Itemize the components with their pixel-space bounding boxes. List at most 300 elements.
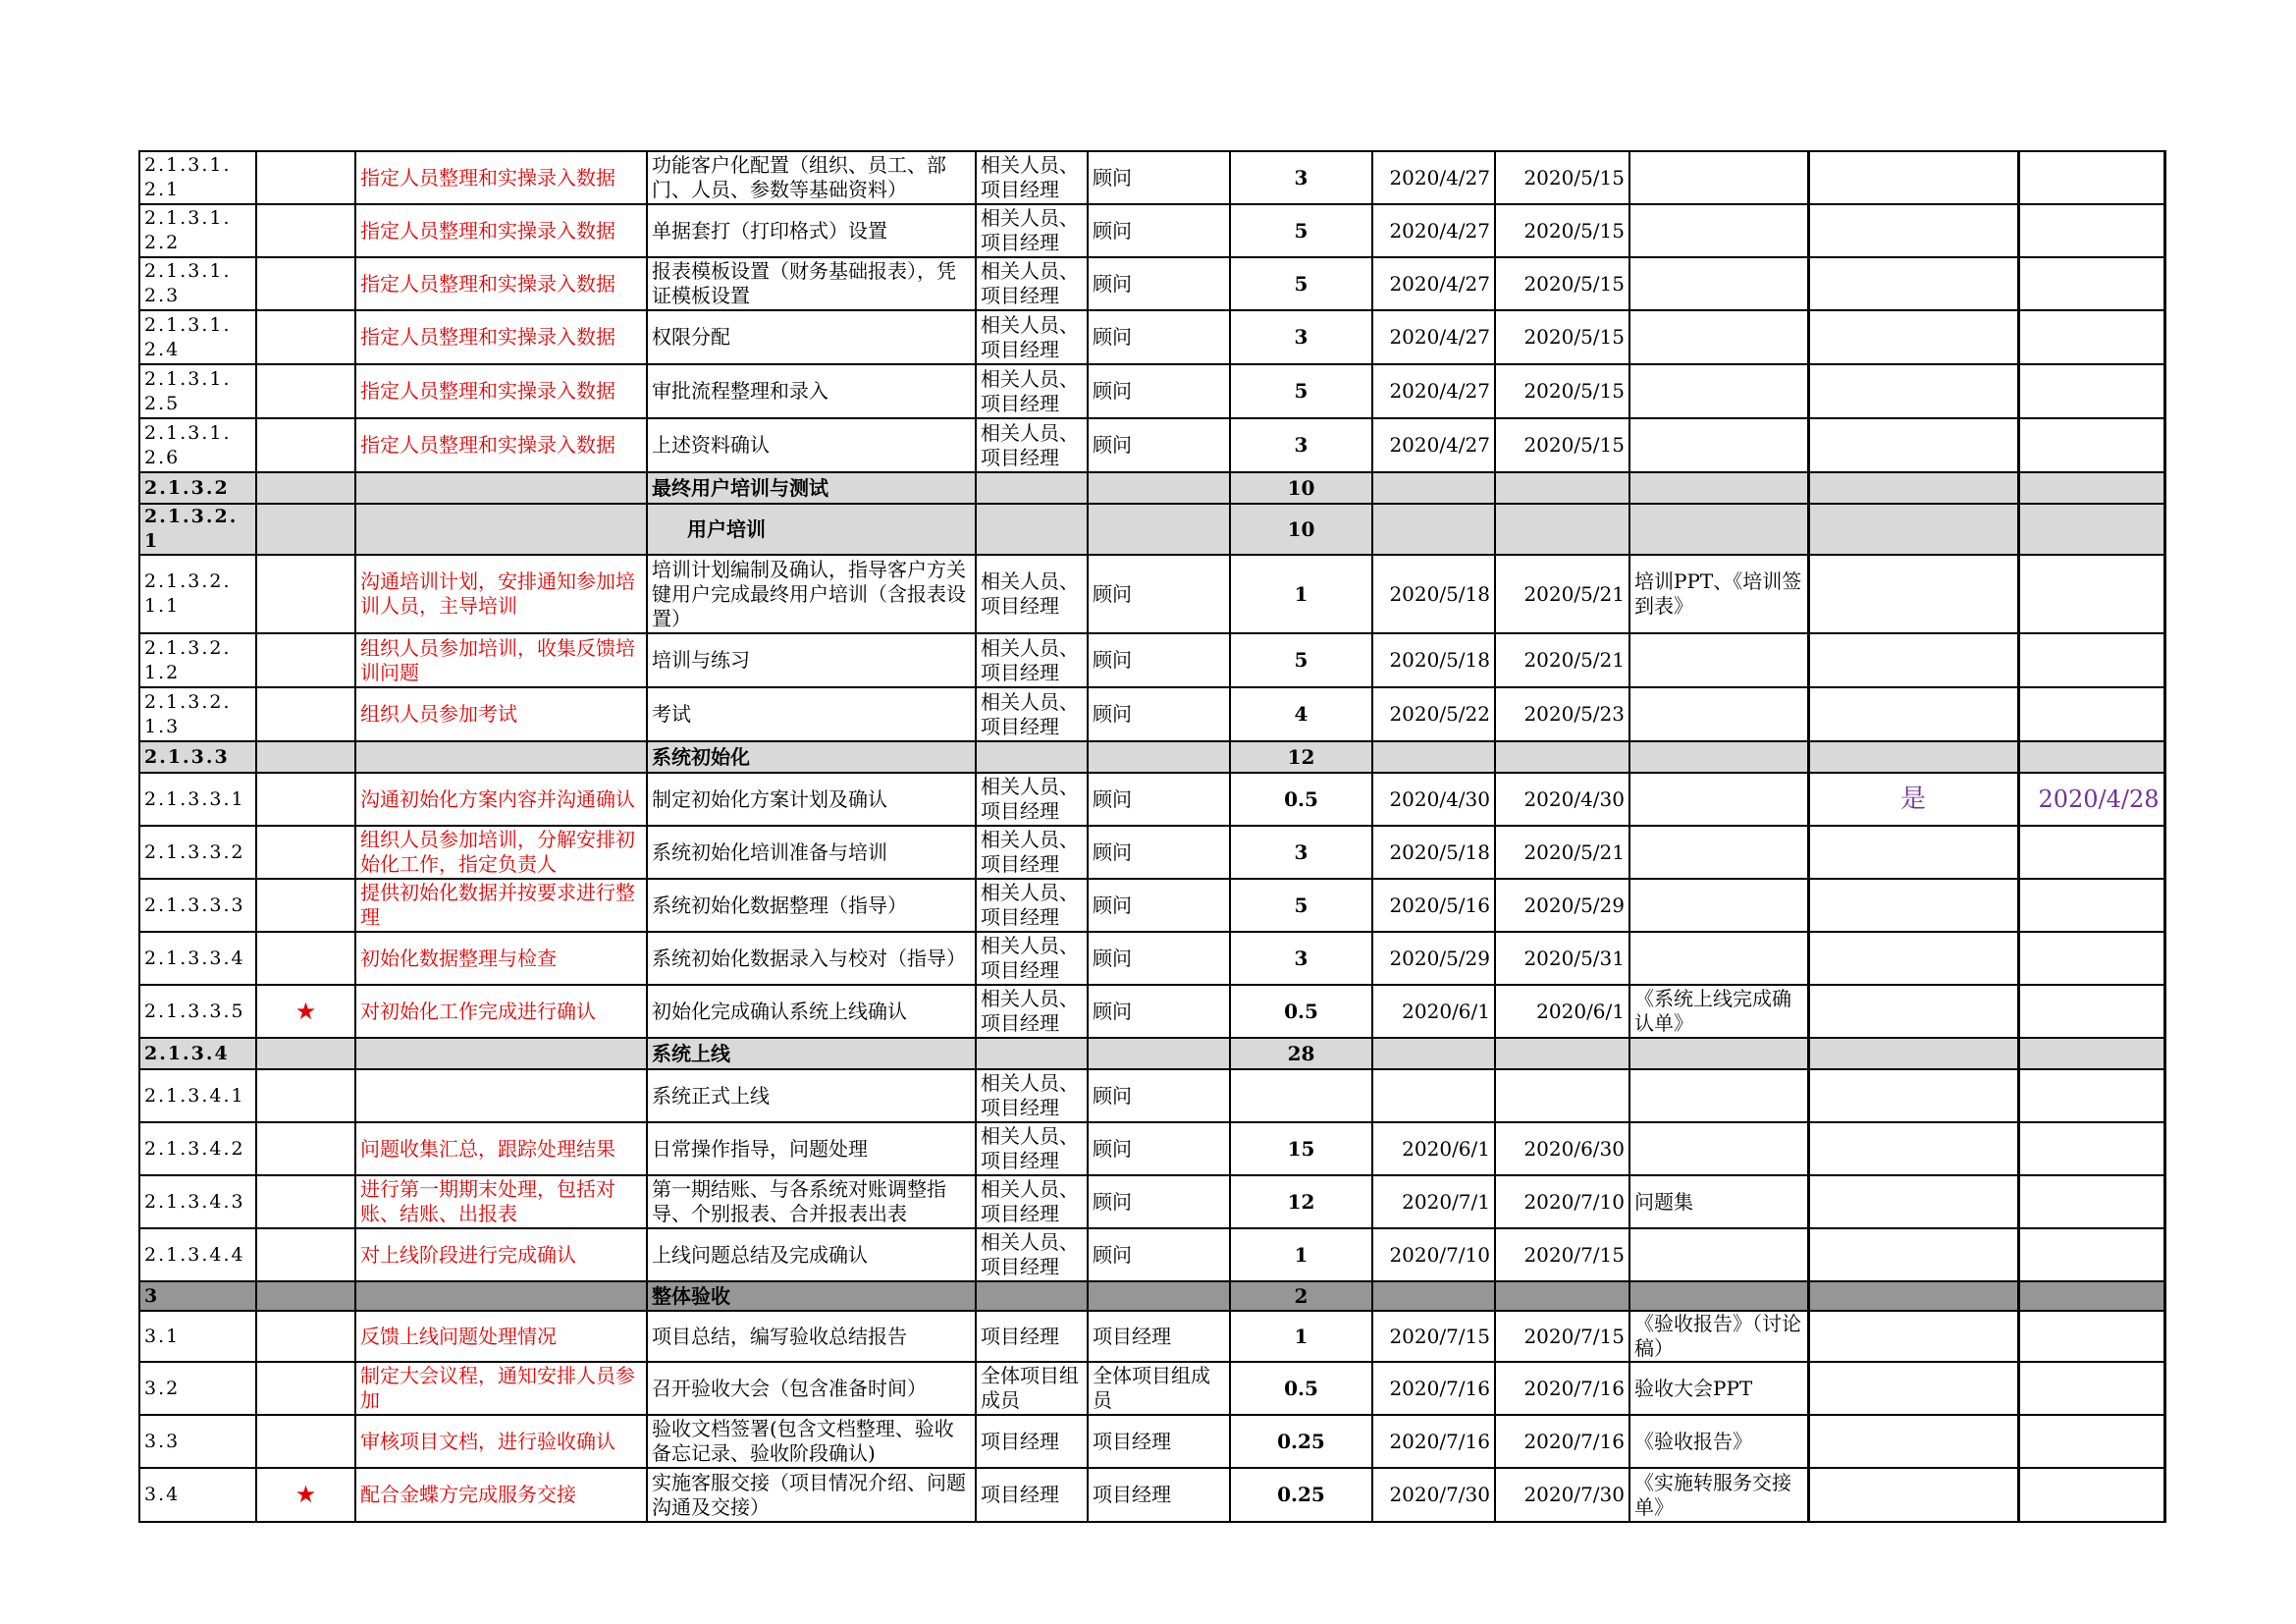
client-role-cell xyxy=(976,741,1088,773)
consultant-task-cell: 系统初始化 xyxy=(647,741,976,773)
end-date-cell: 2020/5/15 xyxy=(1495,204,1629,257)
end-date-cell: 2020/6/30 xyxy=(1495,1122,1629,1175)
deliverable-cell xyxy=(1629,151,1808,204)
client-task-cell: 指定人员整理和实操录入数据 xyxy=(355,257,647,310)
table-row xyxy=(139,633,2164,687)
end-date-cell: 2020/5/15 xyxy=(1495,151,1629,204)
client-role-cell: 相关人员、项目经理 xyxy=(976,418,1088,472)
client-task-cell xyxy=(355,1038,647,1069)
duration-cell: 0.5 xyxy=(1230,985,1372,1038)
consultant-role-cell: 项目经理 xyxy=(1088,1468,1230,1522)
done-flag-cell: 是 xyxy=(1808,773,2018,826)
duration-cell: 3 xyxy=(1230,418,1372,472)
consultant-role-cell xyxy=(1088,1038,1230,1069)
consultant-role-cell xyxy=(1088,1281,1230,1311)
start-date-cell: 2020/4/27 xyxy=(1372,257,1495,310)
client-role-cell: 相关人员、项目经理 xyxy=(976,151,1088,204)
consultant-task-cell: 制定初始化方案计划及确认 xyxy=(647,773,976,826)
client-role-cell: 相关人员、项目经理 xyxy=(976,1175,1088,1228)
actual-date-cell xyxy=(2018,555,2164,633)
end-date-cell: 2020/5/21 xyxy=(1495,633,1629,687)
actual-date-cell xyxy=(2018,1468,2164,1522)
client-task-cell xyxy=(355,504,647,555)
consultant-task-cell: 审批流程整理和录入 xyxy=(647,364,976,418)
deliverable-cell: 问题集 xyxy=(1629,1175,1808,1228)
deliverable-cell: 《验收报告》（讨论稿） xyxy=(1629,1311,1808,1362)
client-role-cell: 相关人员、项目经理 xyxy=(976,826,1088,879)
client-role-cell: 项目经理 xyxy=(976,1468,1088,1522)
start-date-cell: 2020/7/16 xyxy=(1372,1415,1495,1468)
consultant-task-cell: 日常操作指导，问题处理 xyxy=(647,1122,976,1175)
consultant-role-cell: 顾问 xyxy=(1088,204,1230,257)
end-date-cell: 2020/5/23 xyxy=(1495,687,1629,741)
actual-date-cell xyxy=(2018,1069,2164,1122)
consultant-role-cell: 顾问 xyxy=(1088,1069,1230,1122)
client-role-cell: 相关人员、项目经理 xyxy=(976,773,1088,826)
done-flag-cell xyxy=(1808,879,2018,932)
done-flag-cell xyxy=(1808,1468,2018,1522)
duration-cell xyxy=(1230,1069,1372,1122)
consultant-task-cell: 系统初始化数据整理（指导） xyxy=(647,879,976,932)
client-task-cell: 提供初始化数据并按要求进行整理 xyxy=(355,879,647,932)
consultant-task-cell: 初始化完成确认系统上线确认 xyxy=(647,985,976,1038)
end-date-cell: 2020/7/16 xyxy=(1495,1362,1629,1415)
duration-cell: 12 xyxy=(1230,741,1372,773)
actual-date-cell xyxy=(2018,310,2164,364)
duration-cell: 5 xyxy=(1230,879,1372,932)
deliverable-cell xyxy=(1629,773,1808,826)
table-row xyxy=(139,1415,2164,1468)
client-role-cell: 相关人员、项目经理 xyxy=(976,1069,1088,1122)
done-flag-cell xyxy=(1808,555,2018,633)
duration-cell: 0.25 xyxy=(1230,1415,1372,1468)
duration-cell: 2 xyxy=(1230,1281,1372,1311)
end-date-cell xyxy=(1495,472,1629,504)
deliverable-cell xyxy=(1629,633,1808,687)
section-row xyxy=(139,504,2164,555)
duration-cell: 3 xyxy=(1230,826,1372,879)
table-row xyxy=(139,1362,2164,1415)
client-task-cell: 对初始化工作完成进行确认 xyxy=(355,985,647,1038)
client-role-cell: 项目经理 xyxy=(976,1415,1088,1468)
table-row xyxy=(139,418,2164,472)
deliverable-cell: 验收大会PPT xyxy=(1629,1362,1808,1415)
actual-date-cell xyxy=(2018,1175,2164,1228)
client-task-cell: 指定人员整理和实操录入数据 xyxy=(355,364,647,418)
deliverable-cell xyxy=(1629,932,1808,985)
client-task-cell: 指定人员整理和实操录入数据 xyxy=(355,151,647,204)
table-row xyxy=(139,1468,2164,1522)
actual-date-cell xyxy=(2018,364,2164,418)
actual-date-cell xyxy=(2018,687,2164,741)
client-role-cell: 项目经理 xyxy=(976,1311,1088,1362)
client-task-cell: 沟通初始化方案内容并沟通确认 xyxy=(355,773,647,826)
client-task-cell: 组织人员参加培训，分解安排初始化工作，指定负责人 xyxy=(355,826,647,879)
client-role-cell: 相关人员、项目经理 xyxy=(976,932,1088,985)
consultant-role-cell: 顾问 xyxy=(1088,310,1230,364)
client-role-cell: 相关人员、项目经理 xyxy=(976,687,1088,741)
consultant-role-cell: 顾问 xyxy=(1088,418,1230,472)
consultant-role-cell xyxy=(1088,504,1230,555)
milestone-mark-cell xyxy=(256,1415,355,1468)
wbs-code-cell: 3.3 xyxy=(139,1415,256,1468)
table-row xyxy=(139,879,2164,932)
client-task-cell xyxy=(355,741,647,773)
consultant-role-cell xyxy=(1088,472,1230,504)
table-row xyxy=(139,773,2164,826)
duration-cell: 0.5 xyxy=(1230,773,1372,826)
wbs-code-cell: 2.1.3.4.1 xyxy=(139,1069,256,1122)
client-task-cell: 初始化数据整理与检查 xyxy=(355,932,647,985)
actual-date-cell xyxy=(2018,472,2164,504)
table-body xyxy=(139,151,2164,1522)
milestone-mark-cell xyxy=(256,1311,355,1362)
done-flag-cell xyxy=(1808,1175,2018,1228)
section-row xyxy=(139,1038,2164,1069)
wbs-code-cell: 2.1.3.3.2 xyxy=(139,826,256,879)
start-date-cell: 2020/5/22 xyxy=(1372,687,1495,741)
client-role-cell: 相关人员、项目经理 xyxy=(976,879,1088,932)
start-date-cell: 2020/7/16 xyxy=(1372,1362,1495,1415)
start-date-cell: 2020/4/30 xyxy=(1372,773,1495,826)
done-flag-cell xyxy=(1808,633,2018,687)
actual-date-cell xyxy=(2018,1311,2164,1362)
milestone-mark-cell xyxy=(256,364,355,418)
milestone-mark-cell xyxy=(256,504,355,555)
end-date-cell xyxy=(1495,1038,1629,1069)
client-role-cell: 相关人员、项目经理 xyxy=(976,985,1088,1038)
duration-cell: 28 xyxy=(1230,1038,1372,1069)
consultant-role-cell: 顾问 xyxy=(1088,1122,1230,1175)
consultant-task-cell: 系统正式上线 xyxy=(647,1069,976,1122)
table-row xyxy=(139,310,2164,364)
duration-cell: 5 xyxy=(1230,364,1372,418)
start-date-cell: 2020/4/27 xyxy=(1372,364,1495,418)
client-role-cell: 相关人员、项目经理 xyxy=(976,364,1088,418)
start-date-cell: 2020/7/1 xyxy=(1372,1175,1495,1228)
actual-date-cell xyxy=(2018,879,2164,932)
end-date-cell xyxy=(1495,741,1629,773)
done-flag-cell xyxy=(1808,1415,2018,1468)
table-row xyxy=(139,985,2164,1038)
duration-cell: 15 xyxy=(1230,1122,1372,1175)
done-flag-cell xyxy=(1808,1311,2018,1362)
duration-cell: 5 xyxy=(1230,633,1372,687)
start-date-cell: 2020/5/18 xyxy=(1372,633,1495,687)
table-row xyxy=(139,1175,2164,1228)
consultant-task-cell: 系统初始化培训准备与培训 xyxy=(647,826,976,879)
done-flag-cell xyxy=(1808,932,2018,985)
actual-date-cell xyxy=(2018,741,2164,773)
consultant-task-cell: 考试 xyxy=(647,687,976,741)
section-row xyxy=(139,472,2164,504)
duration-cell: 1 xyxy=(1230,1311,1372,1362)
start-date-cell xyxy=(1372,472,1495,504)
wbs-code-cell: 3.1 xyxy=(139,1311,256,1362)
done-flag-cell xyxy=(1808,1069,2018,1122)
end-date-cell: 2020/7/30 xyxy=(1495,1468,1629,1522)
actual-date-cell: 2020/4/28 xyxy=(2018,773,2164,826)
deliverable-cell xyxy=(1629,418,1808,472)
table-row xyxy=(139,1122,2164,1175)
end-date-cell: 2020/5/15 xyxy=(1495,257,1629,310)
consultant-task-cell: 报表模板设置（财务基础报表），凭证模板设置 xyxy=(647,257,976,310)
milestone-mark-cell xyxy=(256,472,355,504)
milestone-mark-cell xyxy=(256,1281,355,1311)
consultant-role-cell: 顾问 xyxy=(1088,633,1230,687)
consultant-role-cell: 全体项目组成员 xyxy=(1088,1362,1230,1415)
wbs-code-cell: 2.1.3.1.2.3 xyxy=(139,257,256,310)
end-date-cell: 2020/5/31 xyxy=(1495,932,1629,985)
wbs-code-cell: 2.1.3.2.1.2 xyxy=(139,633,256,687)
wbs-code-cell: 2.1.3.3.3 xyxy=(139,879,256,932)
actual-date-cell xyxy=(2018,1362,2164,1415)
consultant-task-cell: 实施客服交接（项目情况介绍、问题沟通及交接） xyxy=(647,1468,976,1522)
wbs-code-cell: 3.4 xyxy=(139,1468,256,1522)
table-row xyxy=(139,257,2164,310)
actual-date-cell xyxy=(2018,504,2164,555)
done-flag-cell xyxy=(1808,364,2018,418)
wbs-code-cell: 2.1.3.4.2 xyxy=(139,1122,256,1175)
client-task-cell: 反馈上线问题处理情况 xyxy=(355,1311,647,1362)
actual-date-cell xyxy=(2018,826,2164,879)
duration-cell: 5 xyxy=(1230,257,1372,310)
wbs-code-cell: 2.1.3.1.2.4 xyxy=(139,310,256,364)
milestone-mark-cell xyxy=(256,932,355,985)
actual-date-cell xyxy=(2018,418,2164,472)
consultant-task-cell: 第一期结账、与各系统对账调整指导、个别报表、合并报表出表 xyxy=(647,1175,976,1228)
end-date-cell: 2020/5/15 xyxy=(1495,310,1629,364)
actual-date-cell xyxy=(2018,985,2164,1038)
consultant-task-cell: 权限分配 xyxy=(647,310,976,364)
actual-date-cell xyxy=(2018,932,2164,985)
deliverable-cell xyxy=(1629,204,1808,257)
consultant-task-cell: 最终用户培训与测试 xyxy=(647,472,976,504)
milestone-mark-cell xyxy=(256,418,355,472)
consultant-task-cell: 召开验收大会（包含准备时间） xyxy=(647,1362,976,1415)
milestone-mark-cell: ★ xyxy=(256,985,355,1038)
milestone-mark-cell xyxy=(256,773,355,826)
wbs-code-cell: 3.2 xyxy=(139,1362,256,1415)
consultant-task-cell: 培训计划编制及确认，指导客户方关键用户完成最终用户培训（含报表设置） xyxy=(647,555,976,633)
start-date-cell: 2020/5/16 xyxy=(1372,879,1495,932)
done-flag-cell xyxy=(1808,826,2018,879)
client-task-cell: 指定人员整理和实操录入数据 xyxy=(355,204,647,257)
milestone-mark-cell xyxy=(256,204,355,257)
done-flag-cell xyxy=(1808,418,2018,472)
consultant-role-cell: 顾问 xyxy=(1088,879,1230,932)
deliverable-cell xyxy=(1629,1281,1808,1311)
deliverable-cell xyxy=(1629,1069,1808,1122)
actual-date-cell xyxy=(2018,151,2164,204)
start-date-cell: 2020/5/18 xyxy=(1372,826,1495,879)
duration-cell: 3 xyxy=(1230,932,1372,985)
consultant-task-cell: 验收文档签署(包含文档整理、验收备忘记录、验收阶段确认) xyxy=(647,1415,976,1468)
client-role-cell: 相关人员、项目经理 xyxy=(976,1122,1088,1175)
client-task-cell xyxy=(355,1069,647,1122)
consultant-role-cell: 顾问 xyxy=(1088,1228,1230,1281)
consultant-task-cell: 用户培训 xyxy=(647,504,976,555)
milestone-mark-cell xyxy=(256,151,355,204)
deliverable-cell xyxy=(1629,826,1808,879)
deliverable-cell: 《验收报告》 xyxy=(1629,1415,1808,1468)
wbs-code-cell: 2.1.3.1.2.6 xyxy=(139,418,256,472)
actual-date-cell xyxy=(2018,633,2164,687)
done-flag-cell xyxy=(1808,504,2018,555)
milestone-mark-cell xyxy=(256,555,355,633)
client-task-cell xyxy=(355,472,647,504)
start-date-cell: 2020/4/27 xyxy=(1372,204,1495,257)
client-role-cell: 相关人员、项目经理 xyxy=(976,310,1088,364)
consultant-task-cell: 上线问题总结及完成确认 xyxy=(647,1228,976,1281)
start-date-cell: 2020/5/29 xyxy=(1372,932,1495,985)
table-row xyxy=(139,1069,2164,1122)
client-task-cell: 指定人员整理和实操录入数据 xyxy=(355,310,647,364)
start-date-cell xyxy=(1372,741,1495,773)
wbs-code-cell: 2.1.3.3 xyxy=(139,741,256,773)
milestone-mark-cell xyxy=(256,1122,355,1175)
consultant-role-cell: 顾问 xyxy=(1088,555,1230,633)
end-date-cell: 2020/7/15 xyxy=(1495,1228,1629,1281)
end-date-cell: 2020/5/15 xyxy=(1495,364,1629,418)
start-date-cell xyxy=(1372,1069,1495,1122)
deliverable-cell xyxy=(1629,687,1808,741)
wbs-code-cell: 3 xyxy=(139,1281,256,1311)
client-task-cell: 配合金蝶方完成服务交接 xyxy=(355,1468,647,1522)
end-date-cell: 2020/7/16 xyxy=(1495,1415,1629,1468)
consultant-role-cell: 顾问 xyxy=(1088,985,1230,1038)
deliverable-cell xyxy=(1629,1122,1808,1175)
done-flag-cell xyxy=(1808,741,2018,773)
milestone-mark-cell xyxy=(256,826,355,879)
duration-cell: 5 xyxy=(1230,204,1372,257)
client-task-cell: 对上线阶段进行完成确认 xyxy=(355,1228,647,1281)
done-flag-cell xyxy=(1808,257,2018,310)
milestone-mark-cell xyxy=(256,741,355,773)
consultant-role-cell: 顾问 xyxy=(1088,257,1230,310)
done-flag-cell xyxy=(1808,687,2018,741)
start-date-cell: 2020/6/1 xyxy=(1372,1122,1495,1175)
done-flag-cell xyxy=(1808,985,2018,1038)
client-task-cell: 组织人员参加培训，收集反馈培训问题 xyxy=(355,633,647,687)
duration-cell: 1 xyxy=(1230,555,1372,633)
wbs-code-cell: 2.1.3.2 xyxy=(139,472,256,504)
duration-cell: 10 xyxy=(1230,504,1372,555)
done-flag-cell xyxy=(1808,151,2018,204)
deliverable-cell xyxy=(1629,310,1808,364)
client-role-cell xyxy=(976,1281,1088,1311)
start-date-cell: 2020/7/15 xyxy=(1372,1311,1495,1362)
end-date-cell xyxy=(1495,1281,1629,1311)
wbs-code-cell: 2.1.3.2.1 xyxy=(139,504,256,555)
consultant-task-cell: 整体验收 xyxy=(647,1281,976,1311)
actual-date-cell xyxy=(2018,1122,2164,1175)
table-row xyxy=(139,555,2164,633)
end-date-cell: 2020/6/1 xyxy=(1495,985,1629,1038)
consultant-task-cell: 系统初始化数据录入与校对（指导） xyxy=(647,932,976,985)
table-row xyxy=(139,932,2164,985)
start-date-cell: 2020/7/30 xyxy=(1372,1468,1495,1522)
milestone-mark-cell xyxy=(256,1069,355,1122)
milestone-mark-cell: ★ xyxy=(256,1468,355,1522)
start-date-cell: 2020/4/27 xyxy=(1372,418,1495,472)
client-role-cell: 相关人员、项目经理 xyxy=(976,204,1088,257)
duration-cell: 10 xyxy=(1230,472,1372,504)
actual-date-cell xyxy=(2018,1038,2164,1069)
consultant-role-cell: 项目经理 xyxy=(1088,1415,1230,1468)
client-role-cell xyxy=(976,504,1088,555)
client-role-cell: 相关人员、项目经理 xyxy=(976,1228,1088,1281)
consultant-role-cell xyxy=(1088,741,1230,773)
consultant-role-cell: 顾问 xyxy=(1088,151,1230,204)
deliverable-cell xyxy=(1629,472,1808,504)
start-date-cell xyxy=(1372,504,1495,555)
start-date-cell xyxy=(1372,1281,1495,1311)
wbs-code-cell: 2.1.3.3.4 xyxy=(139,932,256,985)
wbs-code-cell: 2.1.3.4 xyxy=(139,1038,256,1069)
end-date-cell: 2020/5/29 xyxy=(1495,879,1629,932)
done-flag-cell xyxy=(1808,204,2018,257)
deliverable-cell: 《实施转服务交接单》 xyxy=(1629,1468,1808,1522)
milestone-mark-cell xyxy=(256,879,355,932)
table-row xyxy=(139,1228,2164,1281)
done-flag-cell xyxy=(1808,1038,2018,1069)
actual-date-cell xyxy=(2018,257,2164,310)
duration-cell: 0.25 xyxy=(1230,1468,1372,1522)
done-flag-cell xyxy=(1808,1122,2018,1175)
start-date-cell: 2020/6/1 xyxy=(1372,985,1495,1038)
consultant-role-cell: 顾问 xyxy=(1088,687,1230,741)
deliverable-cell xyxy=(1629,257,1808,310)
wbs-code-cell: 2.1.3.1.2.1 xyxy=(139,151,256,204)
wbs-code-cell: 2.1.3.4.4 xyxy=(139,1228,256,1281)
client-task-cell xyxy=(355,1281,647,1311)
consultant-task-cell: 单据套打（打印格式）设置 xyxy=(647,204,976,257)
actual-date-cell xyxy=(2018,1281,2164,1311)
deliverable-cell xyxy=(1629,364,1808,418)
start-date-cell: 2020/4/27 xyxy=(1372,310,1495,364)
wbs-code-cell: 2.1.3.4.3 xyxy=(139,1175,256,1228)
client-role-cell xyxy=(976,472,1088,504)
duration-cell: 12 xyxy=(1230,1175,1372,1228)
wbs-code-cell: 2.1.3.1.2.2 xyxy=(139,204,256,257)
consultant-role-cell: 顾问 xyxy=(1088,364,1230,418)
table-row xyxy=(139,687,2164,741)
consultant-task-cell: 上述资料确认 xyxy=(647,418,976,472)
client-role-cell xyxy=(976,1038,1088,1069)
wbs-code-cell: 2.1.3.1.2.5 xyxy=(139,364,256,418)
client-task-cell: 指定人员整理和实操录入数据 xyxy=(355,418,647,472)
table-row xyxy=(139,151,2164,204)
consultant-role-cell: 顾问 xyxy=(1088,773,1230,826)
done-flag-cell xyxy=(1808,1281,2018,1311)
end-date-cell: 2020/7/15 xyxy=(1495,1311,1629,1362)
deliverable-cell xyxy=(1629,1228,1808,1281)
end-date-cell: 2020/5/21 xyxy=(1495,826,1629,879)
consultant-task-cell: 培训与练习 xyxy=(647,633,976,687)
deliverable-cell xyxy=(1629,1038,1808,1069)
consultant-task-cell: 项目总结，编写验收总结报告 xyxy=(647,1311,976,1362)
start-date-cell: 2020/4/27 xyxy=(1372,151,1495,204)
actual-date-cell xyxy=(2018,204,2164,257)
actual-date-cell xyxy=(2018,1228,2164,1281)
end-date-cell: 2020/4/30 xyxy=(1495,773,1629,826)
table-row xyxy=(139,364,2164,418)
client-role-cell: 全体项目组成员 xyxy=(976,1362,1088,1415)
client-role-cell: 相关人员、项目经理 xyxy=(976,633,1088,687)
milestone-mark-cell xyxy=(256,1175,355,1228)
plan-table xyxy=(138,150,2166,1523)
